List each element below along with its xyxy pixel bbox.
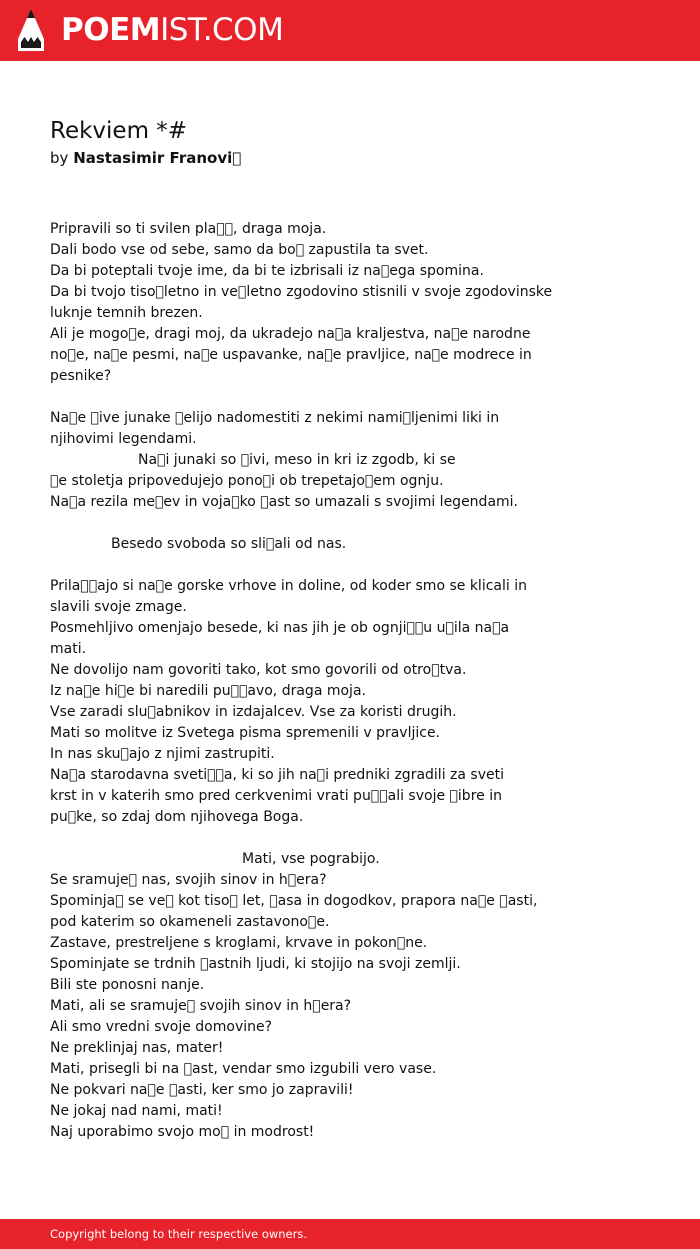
poem-line: luknje temnih brezen. — [50, 305, 203, 321]
poem-line: Se sramuje  nas, svojih sinov in h era? — [50, 872, 327, 888]
poem-line: Posmehljivo omenjajo besede, ki nas jih je ob ognji  u u ila na a — [50, 620, 510, 636]
stanza-break — [50, 555, 550, 576]
poem-line: Na e  ive junake  elijo nadomestiti z nekimi nami ljenimi liki in — [50, 410, 500, 426]
poem-line: Ne preklinjaj nas, mater! — [50, 1040, 224, 1056]
poem-line: In nas sku ajo z njimi zastrupiti. — [50, 746, 275, 762]
poem-line: Mati, prisegli bi na  ast, vendar smo izgubili vero vase. — [50, 1061, 437, 1077]
poem-line: Ne pokvari na e  asti, ker smo jo zapravili! — [50, 1082, 354, 1098]
poem-line: pesnike? — [50, 368, 112, 384]
poem-line: Spominja  se ve  kot tiso  let,  asa in dogodkov, prapora na e  asti, — [50, 893, 538, 909]
poem-line: Na a starodavna sveti  a, ki so jih na i predniki zgradili za sveti — [50, 767, 504, 783]
poem-line: Da bi tvojo tiso letno in ve letno zgodovino stisnili v svoje zgodovinske — [50, 284, 553, 300]
poem-line: njihovimi legendami. — [50, 431, 197, 447]
poem-line: Na a rezila me ev in voja ko  ast so umazali s svojimi legendami. — [50, 494, 518, 510]
poem-line: Vse zaradi slu abnikov in izdajalcev. Vse za koristi drugih. — [50, 704, 457, 720]
poem-line: Mati so molitve iz Svetega pisma spremenili v pravljice. — [50, 725, 441, 741]
poem-line: Mati, ali se sramuje  svojih sinov in h era? — [50, 998, 352, 1014]
site-header — [0, 0, 700, 61]
poem-line: Mati, vse pograbijo. — [242, 851, 380, 867]
by-label: by — [50, 149, 69, 167]
poem-line: Iz na e hi e bi naredili pu  avo, draga moja. — [50, 683, 366, 699]
poem-body — [50, 219, 553, 1143]
author-name[interactable]: Nastasimir Franovi  — [73, 149, 242, 167]
poem-line: pod katerim so okameneli zastavono e. — [50, 914, 330, 930]
poem-line: no e, na e pesmi, na e uspavanke, na e pravljice, na e modrece in — [50, 347, 532, 363]
poem-line: Naj uporabimo svojo mo  in modrost! — [50, 1124, 315, 1140]
poem-line: Ali smo vredni svoje domovine? — [50, 1019, 273, 1035]
poem-line: Dali bodo vse od sebe, samo da bo  zapustila ta svet. — [50, 242, 429, 258]
poem-line: krst in v katerih smo pred cerkvenimi vrati pu  ali svoje  ibre in — [50, 788, 502, 804]
copyright-notice: Copyright belong to their respective owners. — [50, 1227, 308, 1241]
poem-line: Bili ste ponosni nanje. — [50, 977, 205, 993]
poem-line: Zastave, prestreljene s kroglami, krvave in pokon ne. — [50, 935, 428, 951]
logo-wordmark-bold: POEM — [61, 12, 161, 48]
stanza-break — [50, 828, 550, 849]
poem-line: Da bi poteptali tvoje ime, da bi te izbrisali iz na ega spomina. — [50, 263, 484, 279]
poem-line: Prila  ajo si na e gorske vrhove in doline, od koder smo se klicali in — [50, 578, 527, 594]
poem-title: Rekviem *# — [50, 118, 188, 144]
poem-line: Ne dovolijo nam govoriti tako, kot smo govorili od otro tva. — [50, 662, 467, 678]
logo-wordmark-light: IST.COM — [160, 12, 284, 48]
poem-line: pu ke, so zdaj dom njihovega Boga. — [50, 809, 304, 825]
poem-line: Besedo svoboda so sli ali od nas. — [111, 536, 347, 552]
stanza-break — [50, 513, 550, 534]
pencil-logo-icon — [18, 9, 44, 51]
poem-line: Spominjate se trdnih  astnih ljudi, ki stojijo na svoji zemlji. — [50, 956, 461, 972]
logo-wordmark — [61, 9, 283, 51]
poem-line: Ali je mogo e, dragi moj, da ukradejo na a kraljestva, na e narodne — [50, 326, 531, 342]
site-footer — [0, 1219, 700, 1249]
poem-line: Pripravili so ti svilen pla  , draga moja. — [50, 221, 327, 237]
poem-line: slavili svoje zmage. — [50, 599, 187, 615]
poem-byline — [50, 148, 241, 169]
poem-line: Ne jokaj nad nami, mati! — [50, 1103, 223, 1119]
poem-line: mati. — [50, 641, 87, 657]
poem-line:  e stoletja pripovedujejo pono i ob trepetajo em ognju. — [50, 473, 444, 489]
stanza-break — [50, 387, 550, 408]
site-logo[interactable] — [18, 9, 283, 51]
poem-line: Na i junaki so  ivi, meso in kri iz zgodb, ki se — [138, 452, 456, 468]
